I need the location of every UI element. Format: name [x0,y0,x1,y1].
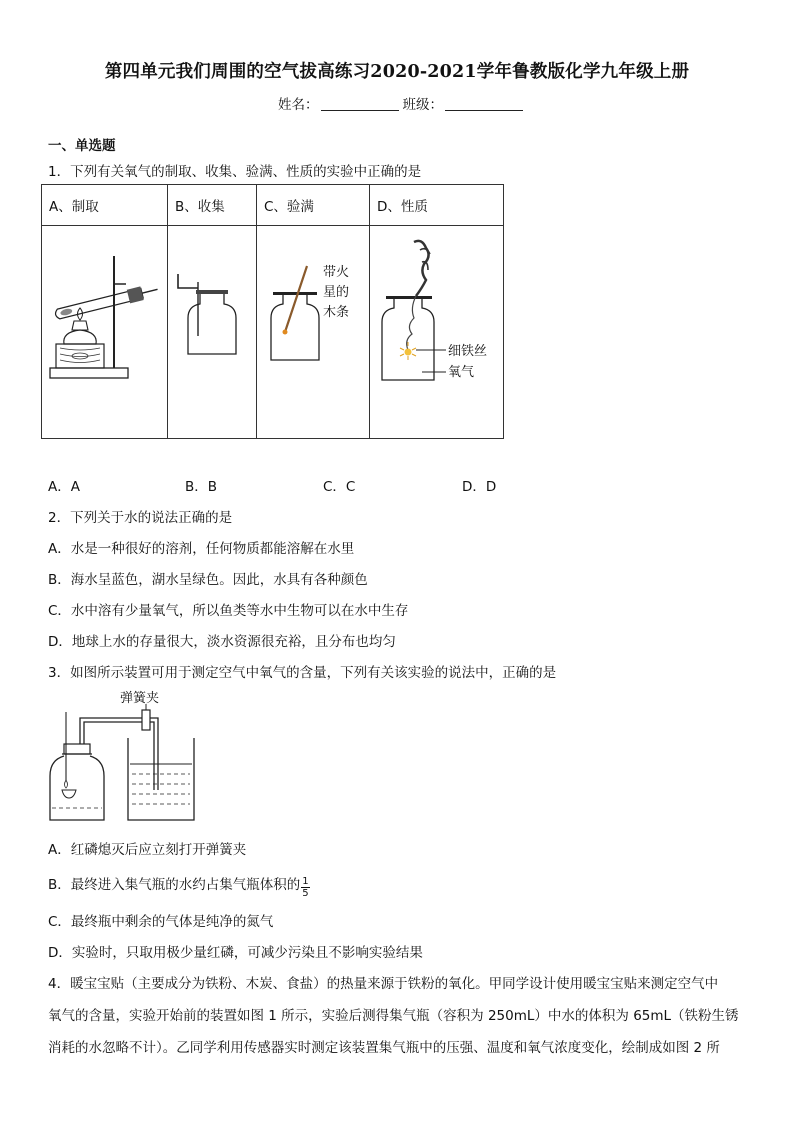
q1-header-b: B、收集 [168,185,257,226]
q1-figure-b-cell [168,226,257,439]
q3-option-b[interactable] [48,873,310,899]
q1-header-d: D、性质 [370,185,504,226]
q1-header-c: C、验满 [257,185,370,226]
q1-figure-c-cell [257,226,370,439]
q4-line-2: 氧气的含量，实验开始前的装置如图 1 所示，实验后测得集气瓶（容积为 250mL）中水的体积为 65mL（铁粉生锈 [48,1008,739,1024]
q1-table [41,184,504,439]
q2-option-d[interactable]: D．地球上水的存量很大，淡水资源很充裕，且分布也均匀 [48,634,396,650]
name-class-row [278,93,527,113]
page-title: 第四单元我们周围的空气拔高练习2020-2021学年鲁教版化学九年级上册 [104,62,690,82]
name-blank[interactable] [321,96,399,111]
iron-wire-label: 细铁丝 [448,344,488,359]
one-fifth-fraction: $\frac{1}{5}$ [302,876,309,899]
q3-option-b-text: B．最终进入集气瓶的水约占集气瓶体积的 [48,877,301,893]
splint-label-2: 星的 [323,285,350,300]
class-label: 班级： [402,97,443,113]
section-title: 一、单选题 [48,138,116,154]
class-blank[interactable] [445,96,523,111]
q3-option-d[interactable]: D．实验时，只取用极少量红磷，可减少污染且不影响实验结果 [48,945,423,961]
q1-header-a: A、制取 [42,185,168,226]
q1-option-d[interactable]: D．D [462,479,497,495]
splint-label-1: 带火 [323,265,350,280]
q2-option-c[interactable]: C．水中溶有少量氧气，所以鱼类等水中生物可以在水中生存 [48,603,409,619]
q1-option-c[interactable]: C．C [323,479,356,495]
glowing-splint-test [257,226,369,434]
oxygen-label: 氧气 [448,365,475,380]
q1-figure-d-cell [370,226,504,439]
oxygen-content-apparatus [44,684,204,826]
q3-option-a[interactable]: A．红磷熄灭后应立刻打开弹簧夹 [48,842,247,858]
oxygen-preparation-apparatus [42,226,167,434]
spring-clip-label: 弹簧夹 [120,691,160,706]
name-label: 姓名： [278,97,319,113]
iron-wire-combustion [370,226,503,434]
q4-line-1: 4．暖宝宝贴（主要成分为铁粉、木炭、食盐）的热量来源于铁粉的氧化。甲同学设计使用暖宝宝贴来测定空气中 [48,976,719,992]
q2-option-b[interactable]: B．海水呈蓝色，湖水呈绿色。因此，水具有各种颜色 [48,572,368,588]
splint-label-3: 木条 [323,305,350,320]
q1-figure-a-cell [42,226,168,439]
q4-line-3: 消耗的水忽略不计）。乙同学利用传感器实时测定该装置集气瓶中的压强、温度和氧气浓度变化，绘制成如图 2 所 [48,1040,720,1056]
q3-option-c[interactable]: C．最终瓶中剩余的气体是纯净的氮气 [48,914,274,930]
q3-stem: 3．如图所示装置可用于测定空气中氧气的含量，下列有关该实验的说法中，正确的是 [48,665,557,681]
q2-stem: 2．下列关于水的说法正确的是 [48,510,233,526]
q1-option-a[interactable]: A．A [48,479,80,495]
q2-option-a[interactable]: A．水是一种很好的溶剂，任何物质都能溶解在水里 [48,541,355,557]
gas-collection-bottle [168,226,256,434]
q1-stem: 1．下列有关氧气的制取、收集、验满、性质的实验中正确的是 [48,164,422,180]
q1-option-b[interactable]: B．B [185,479,218,495]
